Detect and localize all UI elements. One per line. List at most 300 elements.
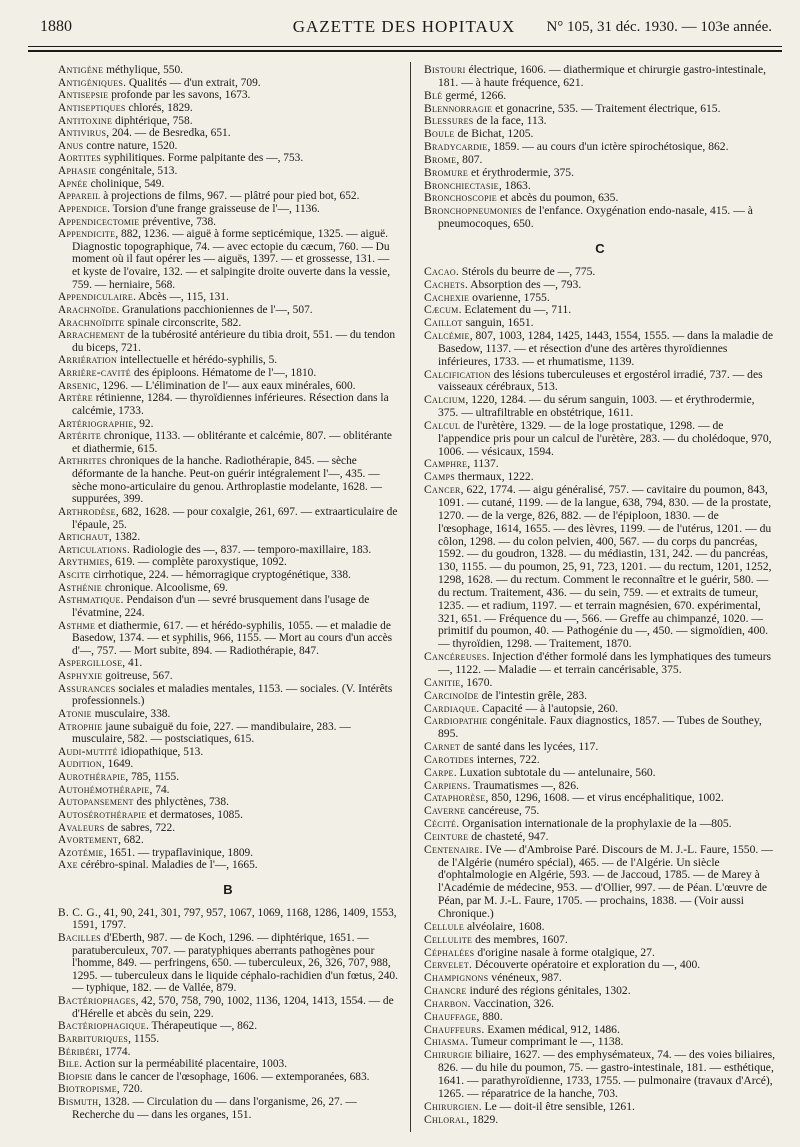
entry-references: alvéolaire, 1608. <box>464 919 545 933</box>
entry-references: chlorés, 1829. <box>125 101 193 114</box>
entry-references: , 1774. <box>99 1045 131 1058</box>
entry-references: , 1328. — Circulation du — dans l'organisme, 26, 27. — Recherche du — dans les organes, 151. <box>72 1096 357 1121</box>
entry-references: chroniques de la hanche. Radiothérapie, 845. — sèche déformante de la hanche. Peut-on guérir intégralement l'—, 435. — sèche mono-articulaire du genou. Arthroplastie modelante, 1628. — suppurées, 399. <box>72 455 382 506</box>
index-entry <box>58 822 398 835</box>
entry-keyword: Cæcum <box>424 303 459 317</box>
entry-keyword: Calcémie <box>424 329 470 343</box>
entry-references: , 1137. <box>467 457 499 471</box>
entry-keyword: Cellule <box>424 919 465 933</box>
index-entry <box>58 354 398 367</box>
left-column <box>58 64 398 1121</box>
entry-keyword: Assurances <box>58 682 116 695</box>
entry-references: vénéneux, 987. <box>488 971 562 985</box>
entry-keyword: Carpiens <box>424 778 468 792</box>
entry-keyword: Brome <box>424 152 457 166</box>
entry-keyword: Cécité <box>424 817 457 831</box>
entry-references: . Absorption des —, 793. <box>464 277 582 291</box>
entry-keyword: Autopansement <box>58 796 134 809</box>
entry-keyword: Arriération <box>58 354 118 367</box>
index-entry <box>58 228 398 291</box>
entry-keyword: Asthme <box>58 619 96 632</box>
entry-keyword: Bile <box>58 1058 80 1071</box>
entry-references: , 1649. <box>101 758 134 771</box>
index-entry <box>58 569 398 582</box>
entry-keyword: Aphasie <box>58 165 97 177</box>
index-entry <box>424 64 776 90</box>
entry-keyword: Bradycardie <box>424 140 488 154</box>
entry-keyword: Bistouri <box>424 63 466 76</box>
entry-keyword: Canitie <box>424 675 461 689</box>
entry-references: des lésions tuberculeuses et ergostérol irradié, 737. — des vaisseaux cérébraux, 513. <box>438 367 763 394</box>
entry-keyword: Artérite <box>58 430 102 443</box>
entry-references: congénitale. Faux diagnostics, 1857. — Tubes de Southey, 895. <box>438 714 762 741</box>
entry-references: thermaux, 1222. <box>455 470 534 484</box>
header-rule-thick <box>28 50 782 52</box>
entry-references: , 1382. <box>108 531 141 544</box>
entry-references: contre nature, 1520. <box>83 139 178 152</box>
entry-keyword: Chauffage <box>424 1009 477 1023</box>
index-entry <box>58 304 398 317</box>
entry-keyword: Chloral <box>424 1112 467 1126</box>
index-entry <box>58 708 398 721</box>
entry-keyword: Caverne <box>424 804 466 818</box>
entry-keyword: Arrachement <box>58 329 125 342</box>
index-entry <box>58 683 398 708</box>
index-entry <box>424 844 776 921</box>
index-entry <box>424 484 776 651</box>
entry-references: dans le cancer de l'œsophage, 1606. — extemporanées, 683. <box>92 1070 370 1083</box>
entry-references: des phlyctènes, 738. <box>133 796 229 809</box>
index-entry <box>58 190 398 203</box>
entry-references: , 880. <box>476 1009 503 1023</box>
entry-references: . Pendaison d'un — sevré brusquement dans l'usage de l'évatmine, 224. <box>72 594 370 619</box>
entry-keyword: Arthrites <box>58 455 107 468</box>
index-entry <box>58 834 398 847</box>
entry-keyword: Blé <box>424 88 443 102</box>
entries-a <box>58 64 398 872</box>
entry-references: induré des régions génitales, 1302. <box>466 984 631 998</box>
entry-keyword: Antivirus <box>58 127 107 140</box>
entry-references: à projections de films, 967. — plâtré pour pied bot, 652. <box>100 190 360 203</box>
entry-keyword: Calcul <box>424 418 461 432</box>
entry-keyword: Arythmies <box>58 556 110 569</box>
entry-keyword: Arsenic <box>58 379 97 392</box>
index-entry <box>58 291 398 304</box>
entry-keyword: Avaleurs <box>58 821 105 834</box>
entry-keyword: Antisepsie <box>58 89 109 102</box>
entry-references: de l'intestin grêle, 283. <box>478 688 588 702</box>
entry-keyword: Charbon <box>424 996 468 1010</box>
entry-keyword: Boule <box>424 127 455 141</box>
entry-keyword: Camphre <box>424 457 468 471</box>
entry-keyword: Antigène <box>58 64 104 76</box>
entry-keyword: Appendice <box>58 202 108 215</box>
entry-keyword: Céphalées <box>424 945 475 959</box>
entry-references: idiopathique, 513. <box>117 745 204 758</box>
entry-keyword: Artère <box>58 392 93 405</box>
entries-b <box>58 907 398 1122</box>
index-entry <box>424 420 776 459</box>
column-divider <box>410 62 411 1132</box>
entry-references: , 850, 1296, 1608. — et virus encéphalitique, 1002. <box>485 791 724 805</box>
entry-keyword: Carcinoïde <box>424 688 479 702</box>
entry-keyword: Cachets <box>424 277 465 291</box>
entry-references: . Action sur la perméabilité placentaire, 1003. <box>79 1058 288 1071</box>
index-entry <box>58 77 398 90</box>
entry-references: cholinique, 549. <box>87 177 165 190</box>
entry-keyword: Anus <box>58 139 84 152</box>
entry-references: , 1220, 1284. — du sérum sanguin, 1003. — et érythrodermie, 375. — ultrafiltrable en obstétrique, 1611. <box>438 393 755 420</box>
entry-references: de la face, 113. <box>473 114 547 128</box>
entry-keyword: Audi-mutité <box>58 745 118 758</box>
entry-keyword: Asthmatique <box>58 594 121 607</box>
entry-references: de l'enfance. Oxygénation endo-nasale, 415. — à pneumocoques, 650. <box>438 204 753 231</box>
entry-keyword: B. C. G. <box>58 906 99 919</box>
entry-keyword: Biotropisme <box>58 1083 117 1096</box>
index-entry <box>58 582 398 595</box>
index-entry <box>58 594 398 619</box>
index-entry <box>58 165 398 178</box>
entry-keyword: Avortement <box>58 834 119 847</box>
entry-references: . Examen médical, 912, 1486. <box>481 1022 620 1036</box>
entry-keyword: Chirurgie <box>424 1048 473 1062</box>
index-entry <box>58 140 398 153</box>
entry-references: . Découverte opératoire et exploration du —, 400. <box>469 958 701 972</box>
right-column <box>424 64 776 1126</box>
entry-references: . Stérols du beurre de —, 775. <box>455 264 596 278</box>
entry-keyword: Antiseptiques <box>58 101 126 114</box>
index-entry <box>58 758 398 771</box>
entry-references: , 807, 1003, 1284, 1425, 1443, 1554, 1555. — dans la maladie de Basedow, 1137. — et résection d'une des artères thyroïdiennes inférieures, 1733. — et rhumatisme, 1139. <box>438 329 774 368</box>
entry-references: , 74. <box>149 783 170 796</box>
index-entry <box>58 796 398 809</box>
entry-references: sanguin, 1651. <box>462 316 534 330</box>
entry-references: , 92. <box>133 417 154 430</box>
entry-references: profonde par les savons, 1673. <box>108 89 251 102</box>
entry-references: musculaire, 338. <box>91 707 171 720</box>
entry-keyword: Asphyxie <box>58 670 103 682</box>
entry-references: internes, 722. <box>474 752 540 766</box>
index-entry <box>58 1096 398 1121</box>
entry-keyword: Champignons <box>424 971 489 985</box>
entry-references: , 720. <box>116 1083 143 1096</box>
entry-references: électrique, 1606. — diathermique et chirurgie gastro-intestinale, 181. — à haute fréquence, 621. <box>438 63 767 89</box>
entry-keyword: Cancer <box>424 483 461 497</box>
entry-keyword: Apnée <box>58 177 88 190</box>
index-entry <box>58 455 398 506</box>
index-entry <box>58 178 398 191</box>
entry-references: et érythrodermie, 375. <box>468 165 574 179</box>
index-entry <box>58 1046 398 1059</box>
entry-keyword: Bismuth <box>58 1096 99 1108</box>
entry-keyword: Ascite <box>58 569 91 581</box>
index-entry <box>58 859 398 872</box>
entry-keyword: Chauffeurs <box>424 1022 482 1036</box>
entry-keyword: Axe <box>58 859 78 872</box>
entry-keyword: Cachexie <box>424 290 470 304</box>
entry-keyword: Bronchiectasie <box>424 178 499 192</box>
index-entry <box>58 430 398 455</box>
index-entry <box>58 152 398 165</box>
entry-references: , 1829. <box>466 1112 499 1126</box>
entry-references: diphtérique, 758. <box>112 114 193 127</box>
entry-references: , 42, 570, 758, 790, 1002, 1136, 1204, 1413, 1554. — de d'Hérelle et abcès du sein, 229. <box>72 995 394 1020</box>
issue-info: N° 105, 31 déc. 1930. — 103e année. <box>546 19 772 35</box>
entry-references: sociales et maladies mentales, 1153. — sociales. (V. Intérêts professionnels.) <box>72 682 393 708</box>
entry-keyword: Asthénie <box>58 581 102 594</box>
entry-keyword: Chirurgien <box>424 1099 479 1113</box>
entry-references: et gonacrine, 535. — Traitement électrique, 615. <box>492 101 721 115</box>
section-letter-b: B <box>223 882 233 897</box>
entry-references: , 41. <box>122 657 143 670</box>
entry-keyword: Béribéri <box>58 1045 100 1058</box>
entry-keyword: Cancéreuses <box>424 650 487 664</box>
entry-keyword: Atrophie <box>58 720 103 733</box>
entry-references: , 807. <box>456 152 483 166</box>
entry-keyword: Artichaut <box>58 531 109 544</box>
entry-keyword: Blessures <box>424 114 474 128</box>
index-entry <box>58 657 398 670</box>
entry-keyword: Ceinture <box>424 829 469 843</box>
entry-keyword: Bromure <box>424 165 469 179</box>
index-entry <box>58 1033 398 1046</box>
entry-references: , 1155. <box>128 1032 160 1045</box>
index-entry <box>58 367 398 380</box>
entry-references: . Torsion d'une frange graisseuse de l'—, 1136. <box>107 202 320 215</box>
index-entry <box>58 102 398 115</box>
entry-references: chronique, 1133. — oblitérante et calcémie, 807. — oblitérante et diathermie, 615. <box>72 430 392 455</box>
entry-keyword: Arachnoïde <box>58 303 117 316</box>
index-entry <box>58 907 398 932</box>
entry-references: et dermatoses, 1085. <box>146 808 243 821</box>
index-entry <box>58 620 398 658</box>
entry-references: de sabres, 722. <box>104 821 176 834</box>
entry-keyword: Blennorragie <box>424 101 493 115</box>
index-entry <box>58 216 398 229</box>
entry-keyword: Antitoxine <box>58 114 113 127</box>
entry-references: , 882, 1236. — aiguë à forme septicémique, 1325. — aiguë. Diagnostic topographique, 74. — avec ectopie du cæcum, 760. — Du moment où il faut opérer les — aiguës, 1397. — et grossesse, 131. — et kyste de l'ovaire, 132. — et salpingite droite ouverte dans la vessie, 759. — herniaire, 568. <box>72 228 391 291</box>
entry-references: et diathermie, 617. — et hérédo-syphilis, 1055. — et maladie de Basedow, 1374. — et syphilis, 966, 1155. — Mort au cours d'un accès d'—, 757. — Mort subite, 894. — Radiothérapie, 847. <box>72 619 393 657</box>
entry-references: jaune subaiguë du foie, 227. — mandibulaire, 283. — musculaire, 582. — postsciatiques, 615. <box>72 720 351 746</box>
entry-references: . Capacité — à l'autopsie, 260. <box>476 701 619 715</box>
entry-keyword: Bactériophagique <box>58 1020 146 1033</box>
entry-keyword: Antigéniques <box>58 76 124 89</box>
index-entry <box>424 651 776 677</box>
index-entry <box>424 715 776 741</box>
index-entry <box>58 392 398 417</box>
entry-keyword: Barbituriques <box>58 1032 129 1045</box>
index-entry <box>58 1071 398 1084</box>
index-entry <box>58 932 398 995</box>
entry-references: . IVe — d'Ambroise Paré. Discours de M. J.-L. Faure, 1550. — de l'Algérie (numéro spécial), 465. — de l'Algérie. Un siècle d'ophtalmologie en Algérie, 593. — de Jaccoud, 1785. — de Marey à l'Académie de médecine, 953. — d'Ollier, 997. — de Péan. L'œuvre de Péan, par M. J.-L. Faure, 1705. — prochains, 1838. — (Voir aussi Chronique.) <box>438 842 773 920</box>
index-entry <box>58 127 398 140</box>
entry-keyword: Centenaire <box>424 842 480 856</box>
entry-keyword: Cellulite <box>424 932 473 946</box>
index-entry <box>58 329 398 354</box>
entry-keyword: Biopsie <box>58 1070 93 1083</box>
index-entry <box>58 847 398 860</box>
entry-references: et abcès du poumon, 635. <box>496 191 619 205</box>
index-entry <box>424 394 776 420</box>
entry-references: , 1859. — au cours d'un ictère spirochétosique, 862. <box>487 140 729 154</box>
entry-keyword: Articulations <box>58 543 127 556</box>
index-entry <box>424 330 776 369</box>
entry-keyword: Cardiaque <box>424 701 477 715</box>
entry-references: cancéreuse, 75. <box>465 804 540 818</box>
index-entry <box>58 809 398 822</box>
entry-references: . Radiologie des —, 837. — temporo-maxillaire, 183. <box>126 543 372 556</box>
index-entry <box>58 995 398 1020</box>
entry-references: . Injection d'éther formolé dans les lymphatiques des tumeurs —, 1122. — Maladie — et terrain cancérisable, 375. <box>438 650 772 676</box>
journal-title: GAZETTE DES HOPITAUX <box>292 17 516 36</box>
entry-references: de Bichat, 1205. <box>454 127 534 141</box>
header-rule <box>28 46 782 47</box>
entry-references: syphilitiques. Forme palpitante des —, 753. <box>101 152 304 165</box>
entry-keyword: Aortites <box>58 152 102 165</box>
entries-b-continued <box>424 64 776 231</box>
entry-keyword: Artériographie <box>58 417 134 430</box>
entry-keyword: Azotémie <box>58 846 104 859</box>
entry-references: cérébro-spinal. Maladies de l'—, 1665. <box>77 859 258 872</box>
entry-references: . Vaccination, 326. <box>467 996 555 1010</box>
entry-keyword: Aurothérapie <box>58 771 126 783</box>
index-entry <box>58 746 398 759</box>
entry-keyword: Arthrodèse <box>58 505 116 518</box>
entry-references: . Thérapeutique —, 862. <box>145 1020 258 1033</box>
entry-references: . Tumeur comprimant le —, 1138. <box>465 1035 624 1049</box>
entry-references: rétinienne, 1284. — thyroïdiennes inférieures. Résection dans la calcémie, 1733. <box>72 392 389 417</box>
index-entry <box>58 115 398 128</box>
index-entry <box>58 784 398 797</box>
entry-keyword: Cacao <box>424 264 456 278</box>
index-entry <box>58 670 398 683</box>
entry-keyword: Arachnoïdite <box>58 316 125 329</box>
entry-keyword: Appendicectomie <box>58 215 140 228</box>
entry-references: des épiploons. Hématome de l'—, 1810. <box>130 367 317 379</box>
index-entry <box>58 64 398 77</box>
entry-references: cirrhotique, 224. — hémorragique cryptogénétique, 338. <box>90 569 351 581</box>
entry-keyword: Chancre <box>424 984 467 998</box>
index-entry <box>58 1020 398 1033</box>
entry-references: d'Eberth, 987. — de Koch, 1296. — diphtérique, 1651. — paratuberculeux, 707. — paratyphiques aberrants pathogènes pour l'homme, 849. — perfringens, 650. — tuberculeux, 26, 326, 707, 988, 1295. — tuberculeux dans le liquide céphalo-rachidien d'un fœtus, 240. — typhique, 182. — de Vallée, 879. <box>72 931 398 995</box>
entry-references: , 204. — de Besredka, 651. <box>106 127 231 140</box>
entry-references: de l'urètère, 1329. — de la loge prostatique, 1298. — de l'appendice pris pour un calcul de l'urètère, 283. — du cholédoque, 970, 1006. — vésicaux, 1594. <box>438 418 772 458</box>
entry-references: méthylique, 550. <box>103 64 184 76</box>
entry-keyword: Cataphorèse <box>424 791 486 805</box>
index-entry <box>58 203 398 216</box>
entry-references: chronique. Alcoolisme, 69. <box>101 581 228 594</box>
entry-references: intellectuelle et hérédo-syphilis, 5. <box>117 354 278 367</box>
entry-keyword: Atonie <box>58 707 92 720</box>
entry-references: , 41, 90, 241, 301, 797, 957, 1067, 1069, 1168, 1286, 1409, 1553, 1591, 1797. <box>72 906 397 932</box>
index-entry <box>58 531 398 544</box>
entry-keyword: Bactériophages <box>58 995 136 1007</box>
entry-references: , 1670. <box>460 675 493 689</box>
entry-references: congénitale, 513. <box>96 165 178 177</box>
entry-keyword: Appendicite <box>58 228 116 241</box>
entry-references: . Qualités — d'un extrait, 709. <box>123 76 261 89</box>
entry-references: . Le — doit-il être sensible, 1261. <box>478 1099 635 1113</box>
entry-references: . Granulations pacchioniennes de l'—, 507. <box>116 303 313 316</box>
index-entry <box>58 418 398 431</box>
entry-references: , 622, 1774. — aigu généralisé, 757. — cavitaire du poumon, 843, 1091. — cutané, 1199. — de la langue, 638, 794, 830. — de la prostate, 1270. — de la verge, 826, 882. — de l'épiploon, 1830. — de l'œsophage, 1614, 1655. — des lèvres, 1199. — de l'utérus, 1201. — du côlon, 1298. — du colon pelvien, 400, 567. — du corps du pancréas, 1592. — du goudron, 1328. — du médiastin, 131, 242. — du pancréas, 130, 1155. — du poumon, 25, 91, 723, 1201. — du rectum, 1201, 1252, 1298, 1628. — du rectum. Comment le reconnaître et le guérir, 580. — du rectum. Traitement, 436. — du sein, 759. — et extraits de tumeur, 1235. — et radium, 1197. — et terrain magnésien, 670. expérimental, 321, 651. — Fréquence du —, 566. — Greffe au chimpanzé, 1020. — primitif du poumon, 40. — Pathogénie du —, 450. — sigmoïdien, 400. — thyroïdien, 1298. — Traitement, 1870. <box>438 483 772 651</box>
entry-keyword: Appendiculaire <box>58 291 134 304</box>
index-entry <box>58 556 398 569</box>
entry-references: . Traumatismes —, 826. <box>467 778 579 792</box>
page-header <box>28 16 780 42</box>
entry-keyword: Calcium <box>424 393 466 407</box>
index-entry <box>58 544 398 557</box>
entry-keyword: Carnet <box>424 740 461 754</box>
entry-references: germé, 1266. <box>442 88 507 102</box>
entry-keyword: Autosérothérapie <box>58 808 147 821</box>
index-entry <box>58 721 398 746</box>
entry-keyword: Chiasma <box>424 1035 466 1049</box>
entry-references: . Eclatement du —, 711. <box>458 303 572 317</box>
index-entry <box>58 771 398 784</box>
entry-references: , 682. <box>118 834 144 847</box>
entry-keyword: Bacilles <box>58 931 101 944</box>
entry-references: ovarienne, 1755. <box>469 290 550 304</box>
entry-references: biliaire, 1627. — des emphysémateux, 74. — des voies biliaires, 826. — du hile du poumon, 75. — gastro-intestinale, 181. — esthétique, 1641. — parathyroïdienne, 1733, 1755. — pulmonaire (travaux d'Arcé), 1265. — réparatrice de la hanche, 703. <box>438 1048 775 1100</box>
entry-keyword: Carotides <box>424 752 474 766</box>
index-entry <box>58 506 398 531</box>
entry-references: , 619. — complète paroxystique, 1092. <box>109 556 287 569</box>
entry-keyword: Camps <box>424 470 456 484</box>
index-entry <box>424 369 776 395</box>
index-entry <box>58 317 398 330</box>
entry-references: d'origine nasale à forme otalgique, 27. <box>474 945 655 959</box>
section-letter-c: C <box>595 240 605 256</box>
entry-keyword: Autohémothérapie <box>58 783 150 796</box>
entry-references: . Organisation internationale de la prophylaxie de la —805. <box>456 817 732 831</box>
index-entry <box>58 89 398 102</box>
entry-references: , 785, 1155. <box>125 771 180 783</box>
entry-references: , 1296. — L'élimination de l'— aux eaux minérales, 600. <box>96 379 356 392</box>
index-entry <box>424 1049 776 1100</box>
entry-references: goitreuse, 567. <box>102 670 173 682</box>
page-number: 1880 <box>40 18 72 35</box>
entry-keyword: Arrière-cavité <box>58 367 131 379</box>
entry-references: . Abcès —, 115, 131. <box>133 291 229 304</box>
entry-references: , 682, 1628. — pour coxalgie, 261, 697. — extraarticulaire de l'épaule, 25. <box>72 505 398 531</box>
entry-references: de la tubérosité antérieure du tibia droit, 551. — du tendon du biceps, 721. <box>72 329 396 354</box>
entry-references: des membres, 1607. <box>472 932 568 946</box>
entry-references: , 1863. <box>498 178 531 192</box>
entry-keyword: Cervelet <box>424 958 470 972</box>
index-entry <box>58 1083 398 1096</box>
entry-keyword: Caillot <box>424 316 463 330</box>
entry-references: . Luxation subtotale du — antelunaire, 560. <box>453 765 656 779</box>
entry-references: préventive, 738. <box>139 215 217 228</box>
index-entry <box>424 1114 776 1127</box>
entry-references: de chasteté, 947. <box>468 829 549 843</box>
entry-keyword: Calcification <box>424 367 491 381</box>
entry-keyword: Bronchoscopie <box>424 191 497 205</box>
entry-keyword: Carpe <box>424 765 454 779</box>
entry-references: spinale circonscrite, 582. <box>124 316 242 329</box>
entry-references: de santé dans les lycées, 117. <box>460 740 599 754</box>
entry-keyword: Aspergillose <box>58 657 123 670</box>
entry-keyword: Cardiopathie <box>424 714 488 728</box>
entry-keyword: Appareil <box>58 190 101 203</box>
index-entry <box>58 1058 398 1071</box>
entry-references: , 1651. — trypaflavinique, 1809. <box>103 846 254 859</box>
index-entry <box>424 205 776 231</box>
entry-keyword: Audition <box>58 758 102 771</box>
entries-c <box>424 266 776 1127</box>
index-entry <box>58 380 398 393</box>
